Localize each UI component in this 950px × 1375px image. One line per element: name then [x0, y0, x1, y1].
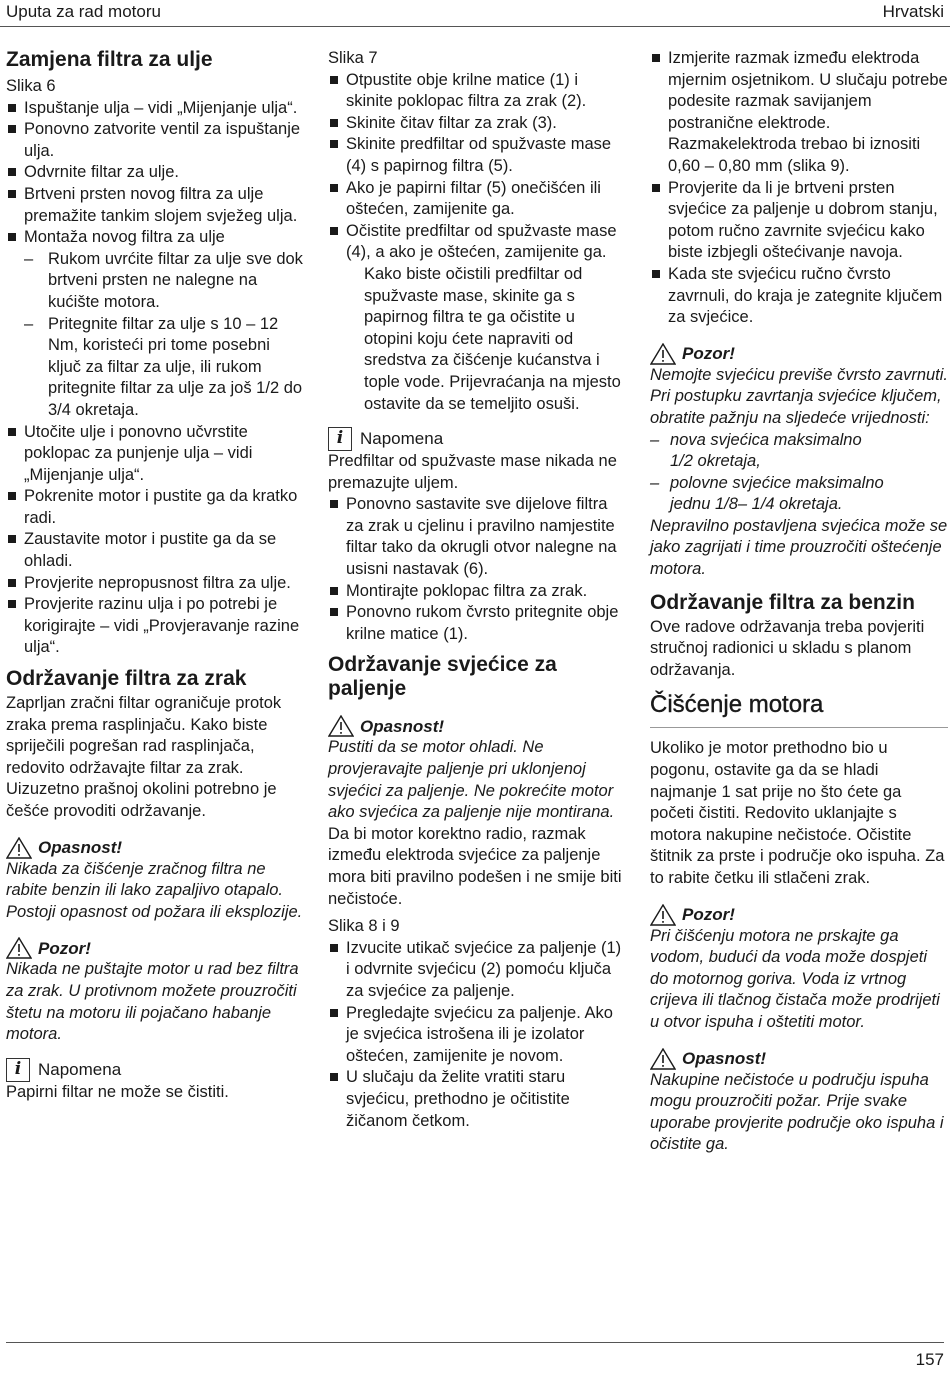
warning-triangle-icon — [328, 715, 354, 737]
warning-triangle-icon — [6, 937, 32, 959]
indented-paragraph: Kako biste očistili predfiltar od spužvaste mase, skinite ga s papirnog filtra te ga očistite u otopini koju ćete napraviti od sredstva za čišćenje kućanstva i tople vode. Prijevraćanja na mjesto ostavite da se temeljito osuši. — [364, 264, 621, 413]
footer-rule — [6, 1342, 944, 1343]
list-item: Provjerite da li je brtveni prsten svjećice za paljenje u dobrom stanju, potom ručno zavrnite svjećicu kako biste izbjegli oštećivanje navoja. — [650, 178, 948, 264]
bullet-list — [6, 98, 306, 659]
list-item: Provjerite nepropusnost filtra za ulje. — [6, 573, 306, 595]
danger-title: Opasnost! — [38, 837, 123, 857]
danger-block — [6, 837, 306, 924]
list-item: Ispuštanje ulja – vidi „Mijenjanje ulja“. — [6, 98, 306, 120]
caution-block — [650, 343, 948, 581]
note-title: Napomena — [360, 429, 444, 449]
dash-item-continuation: jednu 1/8– 1/4 okretaja. — [670, 495, 843, 514]
warning-triangle-icon — [650, 904, 676, 926]
figure-ref: Slika 7 — [328, 49, 378, 67]
dash-item-continuation: 1/2 okretaja, — [670, 452, 761, 471]
page-number: 157 — [915, 1350, 944, 1369]
bullet-list — [328, 938, 628, 1132]
list-item: Izmjerite razmak između elektroda mjernim osjetnikom. U slučaju potrebe podesite razmak savijanjem postranične elektrode. Razmakelektroda trebao bi iznositi 0,60 – 0,80 mm (slika 9). — [650, 48, 948, 178]
list-item: Izvucite utikač svjećice za paljenje (1) i odvrnite svjećicu (2) pomoću ključa za svjećice za paljenje. — [328, 938, 628, 1003]
caution-title: Pozor! — [38, 938, 91, 958]
note-text: Predfiltar od spužvaste mase nikada ne premazujte uljem. — [328, 452, 617, 492]
dash-item: – nova svjećica maksimalno — [650, 430, 948, 452]
list-item: Očistite predfiltar od spužvaste mase (4), a ako je oštećen, zamijenite ga. — [328, 221, 628, 264]
figure-ref: Slika 8 i 9 — [328, 917, 400, 936]
warning-triangle-icon — [6, 837, 32, 859]
list-item: Ponovno zatvorite ventil za ispuštanje ulja. — [6, 119, 306, 162]
paragraph: Ukoliko je motor prethodno bio u pogonu, ostavite ga da se hladi najmanje 1 sat prije no što ćete ga početi čistiti. Redovito uklanjajte s motora nakupine nečistoće. Očistite štitnik za prste i područje oko ispuha. Za to rabite četku ili stlačeni zrak. — [650, 739, 945, 887]
column-2 — [328, 48, 628, 1132]
danger-title: Opasnost! — [682, 1048, 767, 1068]
dash-item: – polovne svjećice maksimalno — [650, 473, 948, 495]
paragraph: Ove radove održavanja treba povjeriti stručnoj radionici u skladu s planom održavanja. — [650, 617, 925, 679]
bullet-list — [328, 494, 628, 645]
caution-block — [6, 937, 306, 1045]
list-item: Provjerite razinu ulja i po potrebi je korigirajte – vidi „Provjeravanje razine ulja“. — [6, 594, 306, 659]
divider — [650, 727, 948, 728]
caution-text: Nikada ne puštajte motor u rad bez filtra za zrak. U protivnom možete prouzročiti štetu na motoru ili pojačano habanje motora. — [6, 960, 299, 1044]
list-item: Brtveni prsten novog filtra za ulje premažite tankim slojem svježeg ulja. — [6, 184, 306, 227]
section-title-spark-plug: Održavanje svjećice za paljenje — [328, 653, 557, 701]
list-item: Utočite ulje i ponovno učvrstite poklopac za punjenje ulja – vidi „Mijenjanje ulja“. — [6, 422, 306, 487]
header-manual-title: Uputa za rad motoru — [6, 2, 161, 21]
caution-text: Nepravilno postavljena svjećica može se jako zagrijati i time prouzročiti oštećenje motora. — [650, 516, 948, 579]
danger-text: Pustiti da se motor ohladi. Ne provjeravajte paljenje pri uklonjenoj svjećici za paljenje. Ne pokrećite motor ako svjećica za paljenje nije montirana. — [328, 738, 615, 822]
list-item: U slučaju da želite vratiti staru svjećicu, prethodno je očitistite žičanom četkom. — [328, 1067, 628, 1132]
column-1 — [6, 48, 306, 1103]
caution-title: Pozor! — [682, 904, 735, 924]
section-title-fuel-filter: Održavanje filtra za benzin — [650, 590, 915, 614]
info-icon: i — [328, 427, 352, 451]
danger-block — [650, 1048, 948, 1156]
caution-text: Nemojte svjećicu previše čvrsto zavrnuti. Pri postupku zavrtanja svjećice ključem, obratite pažnju na sljedeće vrijednosti: — [650, 365, 949, 427]
list-item: Zaustavite motor i pustite ga da se ohladi. — [6, 529, 306, 572]
list-item: Kada ste svjećicu ručno čvrsto zavrnuli, do kraja je zategnite ključem za svjećice. — [650, 264, 948, 329]
caution-text: Pri čišćenju motora ne prskajte ga vodom, budući da voda može dospjeti do motornog goriva. Voda iz vrtnog crijeva ili tlačnog čistača može prodrijeti u otvor ispuha i oštetiti motor. — [650, 926, 940, 1031]
column-3 — [650, 48, 948, 1156]
list-item: Skinite predfiltar od spužvaste mase (4) s papirnog filtra (5). — [328, 134, 628, 177]
figure-ref: Slika 6 — [6, 77, 56, 95]
section-title-engine-cleaning: Čišćenje motora — [650, 691, 824, 719]
danger-text: Nakupine nečistoće u području ispuha mogu prouzročiti požar. Prije svake uporabe provjerite područje oko ispuha i očistite ga. — [650, 1070, 944, 1154]
list-item: Skinite čitav filtar za zrak (3). — [328, 113, 628, 135]
note-title: Napomena — [38, 1059, 122, 1079]
list-item: Ponovno rukom čvrsto pritegnite obje krilne matice (1). — [328, 602, 628, 645]
dash-item: – Rukom uvrćite filtar za ulje sve dok brtveni prsten ne nalegne na kućište motora. — [6, 249, 306, 314]
section-title-oil-filter: Zamjena filtra za ulje — [6, 48, 213, 71]
list-item: Ako je papirni filtar (5) onečišćen ili oštećen, zamijenite ga. — [328, 178, 628, 221]
bullet-list — [328, 70, 628, 264]
list-item: Montaža novog filtra za ulje — [6, 227, 306, 249]
list-item: Odvrnite filtar za ulje. — [6, 162, 306, 184]
danger-block — [328, 715, 628, 823]
warning-triangle-icon — [650, 343, 676, 365]
section-title-air-filter: Održavanje filtra za zrak — [6, 667, 247, 691]
note-text: Papirni filtar ne može se čistiti. — [6, 1082, 229, 1101]
dash-item: – Pritegnite filtar za ulje s 10 – 12 Nm, koristeći pri tome posebni ključ za filtar za ulje, ili rukom pritegnite filtar za ulje za još 1/2 do 3/4 okretaja. — [6, 314, 306, 422]
paragraph: Da bi motor korektno radio, razmak između elektroda svjećice za paljenje mora biti pravilno podešen i ne smije biti nečistoće. — [328, 824, 622, 908]
danger-text: Nikada za čišćenje zračnog filtra ne rabite benzin ili lako zapaljivo otapalo. Postoji opasnost od požara ili eksplozije. — [6, 859, 303, 921]
danger-title: Opasnost! — [360, 716, 445, 736]
paragraph: Zaprljan zračni filtar ograničuje protok zraka prema rasplinjaču. Kako biste spriječili pogrešan rad rasplinjača, redovito održavajte filtar za zrak. Uizuzetno prašnoj okolini potrebno je češće provoditi održavanje. — [6, 694, 282, 820]
caution-block — [650, 904, 948, 1034]
header-language: Hrvatski — [882, 2, 944, 21]
info-icon: i — [6, 1058, 30, 1082]
warning-triangle-icon — [650, 1048, 676, 1070]
list-item: Pokrenite motor i pustite ga da kratko radi. — [6, 486, 306, 529]
page-header — [0, 0, 950, 27]
list-item: Montirajte poklopac filtra za zrak. — [328, 581, 628, 603]
caution-title: Pozor! — [682, 343, 735, 363]
note-header — [6, 1058, 306, 1082]
list-item: Otpustite obje krilne matice (1) i skinite poklopac filtra za zrak (2). — [328, 70, 628, 113]
list-item: Pregledajte svjećicu za paljenje. Ako je svjećica istrošena ili je izolator oštećen, zamijenite je novom. — [328, 1003, 628, 1068]
list-item: Ponovno sastavite sve dijelove filtra za zrak u cjelinu i pravilno namjestite filtar tako da okrugli otvor nalegne na usisni nastavak (6). — [328, 494, 628, 580]
note-header — [328, 427, 628, 451]
bullet-list — [650, 48, 948, 329]
